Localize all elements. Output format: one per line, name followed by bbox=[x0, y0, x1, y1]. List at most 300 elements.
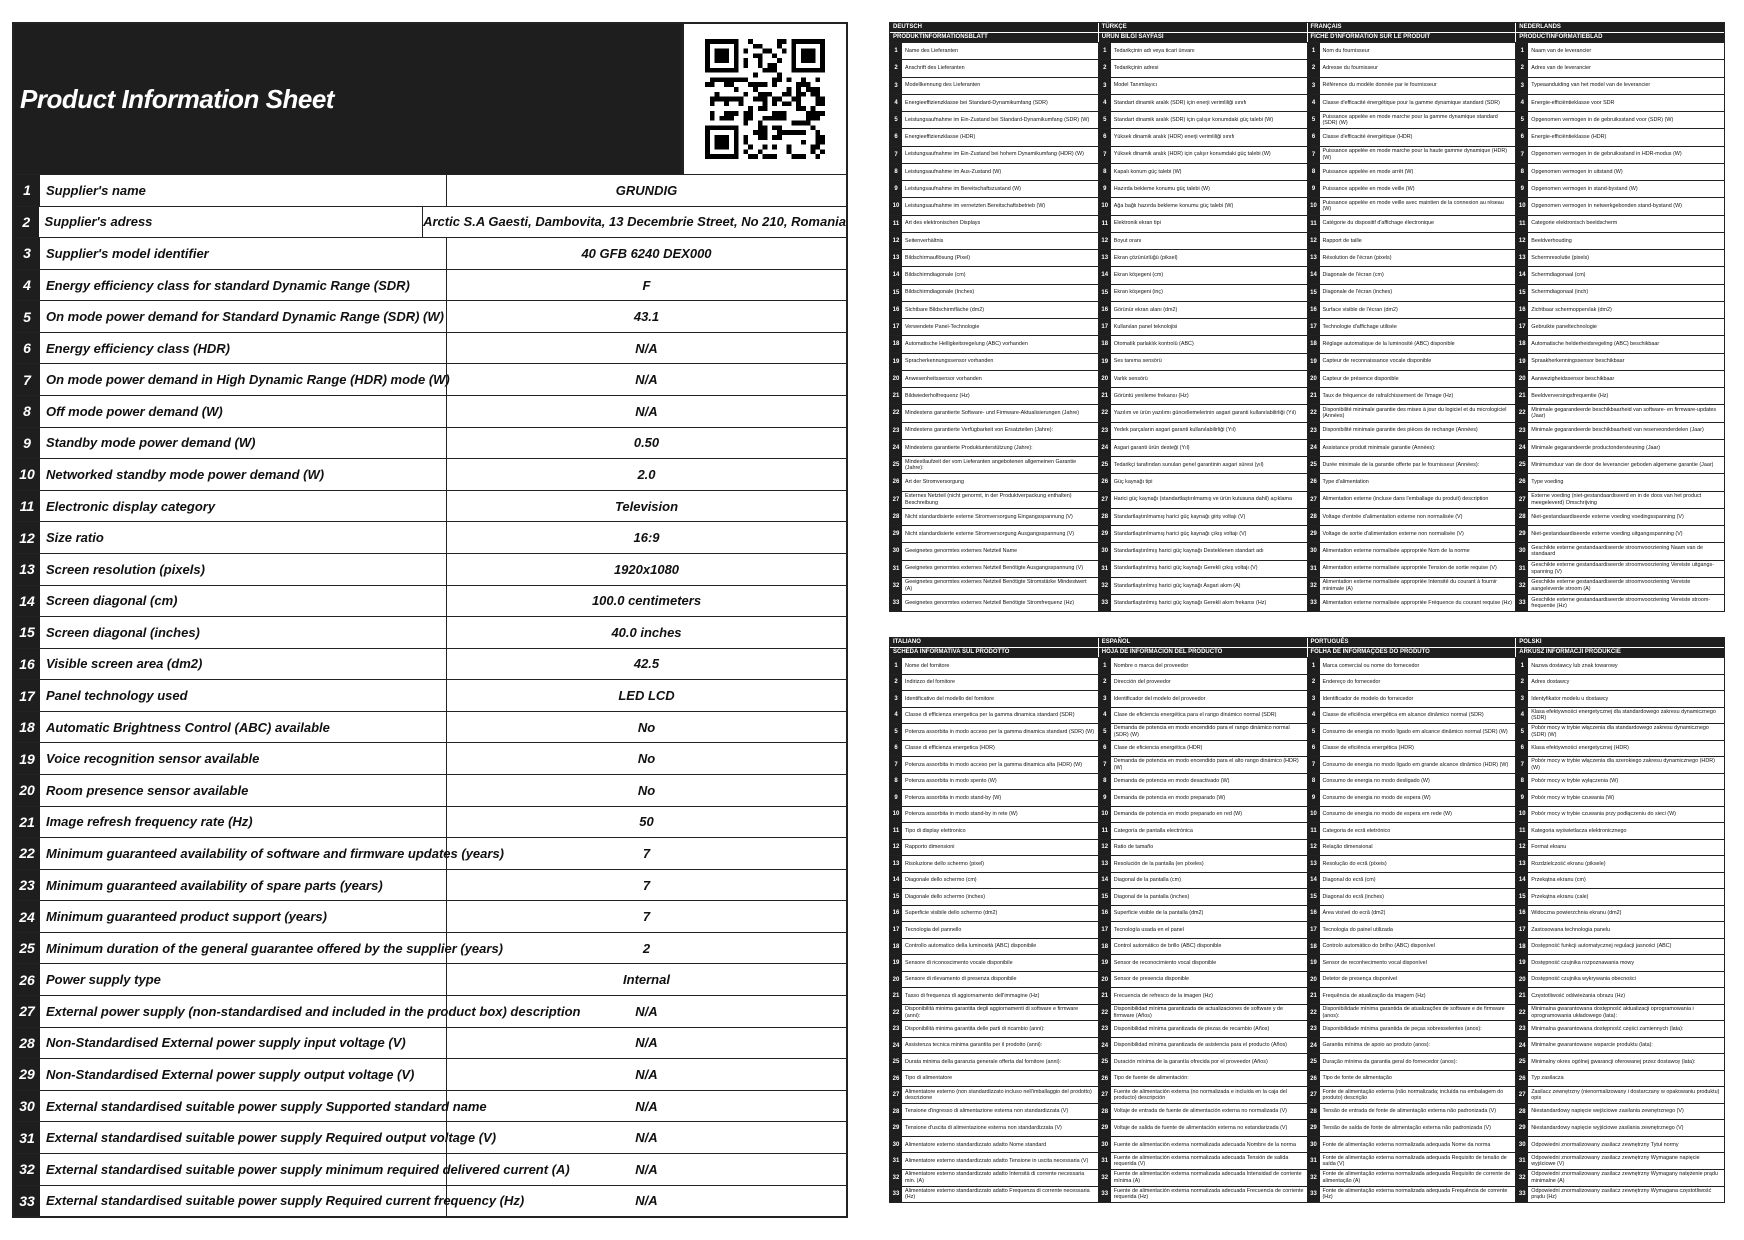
translation-cell bbox=[1099, 1005, 1308, 1021]
row-number: 7 bbox=[1099, 757, 1111, 773]
translated-label: Puissance appelée en mode veille avec maintien de la connexion au réseau (W) bbox=[1322, 199, 1504, 213]
row-number: 10 bbox=[1099, 807, 1111, 823]
translated-label: Identificador del modelo del proveedor bbox=[1113, 695, 1206, 702]
translation-row bbox=[890, 1037, 1724, 1054]
translated-label: Assistance produit minimale garantie (Années): bbox=[1322, 444, 1436, 451]
translation-cell bbox=[1099, 988, 1308, 1004]
translation-cell bbox=[890, 509, 1099, 525]
translation-cell bbox=[890, 561, 1099, 577]
translation-cell bbox=[1516, 939, 1724, 955]
row-number: 13 bbox=[1099, 856, 1111, 872]
translated-label: Durée minimale de la garantie offerte par le fournisseur (Années): bbox=[1322, 461, 1480, 468]
row-number: 30 bbox=[890, 543, 902, 559]
translated-label: Minimumduur van de door de leverancier geboden algemene garantie (Jaar) bbox=[1531, 461, 1714, 468]
row-number: 9 bbox=[890, 790, 902, 806]
translation-cell bbox=[1099, 198, 1308, 214]
translation-cell bbox=[1308, 457, 1517, 473]
row-number: 7 bbox=[890, 757, 902, 773]
sheet-row bbox=[14, 679, 846, 711]
translated-label: Surface visible de l'écran (dm2) bbox=[1322, 306, 1398, 313]
translated-label: Tensione d'uscita di alimentazione esterna non standardizzata (V) bbox=[905, 1124, 1062, 1131]
translation-cell bbox=[890, 741, 1099, 757]
row-number: 6 bbox=[1099, 741, 1111, 757]
translation-cell bbox=[1099, 285, 1308, 301]
row-number: 18 bbox=[890, 939, 902, 955]
translation-cell bbox=[890, 889, 1099, 905]
sheet-row bbox=[14, 932, 846, 964]
translated-label: Potenza assorbita in modo spento (W) bbox=[905, 778, 997, 785]
translated-label: Standartlaştırılmış harici güç kaynağı Desteklenen standart adı bbox=[1113, 548, 1264, 555]
translation-cell bbox=[890, 972, 1099, 988]
translation-cell bbox=[1516, 147, 1724, 163]
translation-cell bbox=[1516, 1104, 1724, 1120]
translated-label: Minimalny okres ogólnej gwarancji oferowanej przez dostawcę (lata): bbox=[1531, 1058, 1696, 1065]
row-number: 27 bbox=[14, 996, 40, 1027]
translation-cell bbox=[1308, 741, 1517, 757]
row-label: Screen diagonal (cm) bbox=[40, 586, 447, 617]
row-number: 14 bbox=[1516, 873, 1528, 889]
translation-cell bbox=[1308, 1054, 1517, 1070]
translation-cell bbox=[1516, 972, 1724, 988]
row-number: 30 bbox=[1308, 1137, 1320, 1153]
row-number: 26 bbox=[14, 964, 40, 995]
row-number: 32 bbox=[1308, 1170, 1320, 1186]
row-number: 8 bbox=[14, 396, 40, 427]
translation-cell bbox=[890, 250, 1099, 266]
translation-row bbox=[890, 1186, 1724, 1203]
translation-cell bbox=[1516, 405, 1724, 421]
translated-label: Opgenomen vermogen in netwerkgebonden stand-bystand (W) bbox=[1531, 203, 1682, 210]
translated-label: Consumo de energia no modo de espera (W) bbox=[1322, 794, 1431, 801]
translation-cell bbox=[1516, 757, 1724, 773]
row-number: 2 bbox=[1308, 60, 1320, 76]
translation-cell bbox=[890, 112, 1099, 128]
row-number: 11 bbox=[1099, 216, 1111, 232]
translation-cell bbox=[1308, 856, 1517, 872]
translated-label: Energie-efficiëntieklasse voor SDR bbox=[1531, 99, 1615, 106]
translation-cell bbox=[1099, 774, 1308, 790]
translated-label: Adresse du fournisseur bbox=[1322, 65, 1378, 72]
qr-code-icon[interactable] bbox=[682, 24, 846, 174]
translation-cell bbox=[1099, 873, 1308, 889]
translated-label: Niestandardowy napięcie wyjściowe zasilania zewnętrznego (V) bbox=[1531, 1124, 1684, 1131]
row-number: 10 bbox=[1099, 198, 1111, 214]
row-number: 2 bbox=[890, 60, 902, 76]
row-number: 20 bbox=[1516, 972, 1528, 988]
translated-label: Sichtbare Bildschirmfläche (dm2) bbox=[905, 306, 985, 313]
row-number: 29 bbox=[890, 1120, 902, 1136]
translated-label: Spracherkennungssensor vorhanden bbox=[905, 358, 994, 365]
sheet-row bbox=[14, 427, 846, 459]
row-label: Electronic display category bbox=[40, 491, 447, 522]
row-label: Screen diagonal (inches) bbox=[40, 617, 447, 648]
translation-row bbox=[890, 59, 1724, 76]
translated-label: Opgenomen vermogen in de gebruiksstand in HDR-modus (W) bbox=[1531, 151, 1682, 158]
row-value: Television bbox=[614, 498, 679, 514]
translation-cell bbox=[890, 181, 1099, 197]
translation-cell bbox=[1516, 181, 1724, 197]
product-information-sheet bbox=[12, 22, 848, 1218]
translation-cell bbox=[1516, 807, 1724, 823]
translation-cell bbox=[1099, 675, 1308, 691]
translation-cell bbox=[1308, 922, 1517, 938]
row-number: 24 bbox=[1308, 1038, 1320, 1054]
translation-row bbox=[890, 146, 1724, 163]
translation-cell bbox=[1099, 112, 1308, 128]
translation-cell bbox=[1308, 807, 1517, 823]
translated-label: Type d'alimentation bbox=[1322, 479, 1369, 486]
translation-cell bbox=[1099, 457, 1308, 473]
translation-cell bbox=[1099, 939, 1308, 955]
translation-cell bbox=[890, 492, 1099, 508]
translated-label: Rozdzielczość ekranu (piksele) bbox=[1531, 860, 1606, 867]
translation-cell bbox=[890, 267, 1099, 283]
row-number: 29 bbox=[1308, 1120, 1320, 1136]
translated-label: Classe di efficienza energetica per la gamma dinamica standard (SDR) bbox=[905, 712, 1075, 719]
row-number: 32 bbox=[890, 578, 902, 594]
sheet-subtitle: FICHE D'INFORMATION SUR LE PRODUIT bbox=[1308, 33, 1517, 42]
row-number: 12 bbox=[1308, 233, 1320, 249]
translated-label: Classe de eficiência energética (HDR) bbox=[1322, 745, 1414, 752]
translation-row bbox=[890, 77, 1724, 94]
translated-label: Nicht standardisierte externe Stromversorgung Eingangsspannung (V) bbox=[905, 513, 1073, 520]
translation-cell bbox=[1099, 129, 1308, 145]
translation-cell bbox=[1516, 1153, 1724, 1169]
row-number: 31 bbox=[1308, 1153, 1320, 1169]
translation-cell bbox=[1516, 78, 1724, 94]
translation-cell bbox=[1516, 889, 1724, 905]
row-number: 5 bbox=[1308, 724, 1320, 740]
row-number: 20 bbox=[1308, 371, 1320, 387]
row-number: 6 bbox=[1308, 741, 1320, 757]
translated-label: Typ zasilacza bbox=[1531, 1075, 1564, 1082]
row-number: 27 bbox=[890, 1087, 902, 1103]
translated-label: Yüksek dinamik aralık (HDR) enerji verimliliği sınıfı bbox=[1113, 134, 1235, 141]
translation-cell bbox=[1516, 790, 1724, 806]
translated-label: Model Tanımlayıcı bbox=[1113, 82, 1158, 89]
translation-cell bbox=[890, 774, 1099, 790]
row-number: 4 bbox=[14, 270, 40, 301]
translated-label: Tecnologia do painel utilizada bbox=[1322, 926, 1393, 933]
translated-label: Diagonal de la pantalla (inches) bbox=[1113, 893, 1190, 900]
translation-cell bbox=[1099, 972, 1308, 988]
translation-cell bbox=[1099, 1187, 1308, 1203]
translation-cell bbox=[1516, 285, 1724, 301]
translation-cell bbox=[890, 129, 1099, 145]
row-number: 23 bbox=[14, 870, 40, 901]
translation-cell bbox=[1516, 658, 1724, 674]
row-number: 12 bbox=[14, 522, 40, 553]
translated-label: Fonte de alimentação externa (não normalizada; incluída na embalagem do produto) descrição bbox=[1322, 1088, 1504, 1102]
translation-cell bbox=[1099, 474, 1308, 490]
row-value: 2.0 bbox=[637, 466, 656, 482]
translation-cell bbox=[1099, 60, 1308, 76]
translation-row bbox=[890, 111, 1724, 128]
translated-label: Verwendete Panel-Technologie bbox=[905, 323, 980, 330]
translated-label: Geeignetes genormtes externes Netzteil Benötigte Ausgangsspannung (V) bbox=[905, 565, 1084, 572]
row-number: 29 bbox=[1516, 1120, 1528, 1136]
translation-cell bbox=[1099, 906, 1308, 922]
row-number: 3 bbox=[1308, 691, 1320, 707]
translation-row bbox=[890, 1136, 1724, 1153]
translation-cell bbox=[890, 1104, 1099, 1120]
row-number: 9 bbox=[1099, 181, 1111, 197]
row-number: 12 bbox=[1308, 840, 1320, 856]
translated-label: Görünür ekran alanı (dm2) bbox=[1113, 306, 1178, 313]
translation-cell bbox=[1099, 807, 1308, 823]
translated-label: Adres van de leverancier bbox=[1531, 65, 1591, 72]
translated-label: Beeldverhouding bbox=[1531, 237, 1572, 244]
translation-cell bbox=[890, 543, 1099, 559]
translation-cell bbox=[1516, 578, 1724, 594]
translation-cell bbox=[1099, 526, 1308, 542]
translated-label: Diagonal do ecrã (inches) bbox=[1322, 893, 1384, 900]
row-value: 43.1 bbox=[633, 309, 660, 325]
translation-cell bbox=[1308, 371, 1517, 387]
translated-label: Nazwa dostawcy lub znak towarowy bbox=[1531, 662, 1618, 669]
translation-cell bbox=[1516, 267, 1724, 283]
row-number: 30 bbox=[1099, 1137, 1111, 1153]
row-number: 17 bbox=[1308, 922, 1320, 938]
translated-label: Diagonale de l'écran (inches) bbox=[1322, 289, 1393, 296]
translation-cell bbox=[1099, 492, 1308, 508]
row-number: 28 bbox=[1308, 1104, 1320, 1120]
translation-cell bbox=[1308, 1021, 1517, 1037]
sheet-row bbox=[14, 553, 846, 585]
translation-cell bbox=[1516, 336, 1724, 352]
translated-label: Standartlaştırılmış harici güç kaynağı Gerekli akım frekansı (Hz) bbox=[1113, 599, 1267, 606]
translation-cell bbox=[1099, 1038, 1308, 1054]
row-number: 33 bbox=[14, 1186, 40, 1217]
translation-cell bbox=[1099, 1087, 1308, 1103]
translation-cell bbox=[1308, 129, 1517, 145]
translation-cell bbox=[1308, 319, 1517, 335]
row-number: 11 bbox=[1308, 216, 1320, 232]
translation-cell bbox=[890, 578, 1099, 594]
sheet-row bbox=[14, 395, 846, 427]
row-number: 3 bbox=[1099, 78, 1111, 94]
translation-cell bbox=[1308, 1153, 1517, 1169]
translated-label: Leistungsaufnahme im Aus-Zustand (W) bbox=[905, 168, 1002, 175]
translated-label: Modellkennung des Lieferanten bbox=[905, 82, 981, 89]
translation-cell bbox=[1099, 440, 1308, 456]
translation-cell bbox=[1308, 302, 1517, 318]
translation-cell bbox=[1516, 840, 1724, 856]
row-number: 3 bbox=[14, 238, 40, 269]
translation-row bbox=[890, 1004, 1724, 1021]
translation-cell bbox=[1099, 741, 1308, 757]
translation-row bbox=[890, 404, 1724, 421]
translation-cell bbox=[1099, 164, 1308, 180]
translated-label: Disponibilidade mínima garantida de atualizações de software e de firmware (anos): bbox=[1322, 1006, 1505, 1019]
row-number: 2 bbox=[890, 675, 902, 691]
translation-cell bbox=[1516, 675, 1724, 691]
row-number: 29 bbox=[1099, 1120, 1111, 1136]
translation-cell bbox=[1099, 302, 1308, 318]
translated-label: Disponibilidade mínima garantida de peças sobresselentes (anos): bbox=[1322, 1025, 1482, 1032]
row-number: 12 bbox=[1099, 840, 1111, 856]
row-number: 10 bbox=[1516, 807, 1528, 823]
translated-label: Tecnología usada en el panel bbox=[1113, 926, 1184, 933]
row-label: Minimum duration of the general guarantee offered by the supplier (years) bbox=[40, 933, 447, 964]
row-number: 23 bbox=[1308, 423, 1320, 439]
translation-row bbox=[890, 855, 1724, 872]
translated-label: Detetor de presença disponível bbox=[1322, 976, 1398, 983]
row-value: N/A bbox=[635, 340, 658, 356]
translated-label: Résolution de l'écran (pixels) bbox=[1322, 254, 1392, 261]
translation-cell bbox=[890, 807, 1099, 823]
translated-label: Risoluzione dello schermo (pixel) bbox=[905, 860, 985, 867]
row-number: 27 bbox=[1308, 492, 1320, 508]
translation-cell bbox=[1516, 691, 1724, 707]
row-number: 13 bbox=[1308, 856, 1320, 872]
translated-label: Potenza assorbita in modo stand-by in rete (W) bbox=[905, 811, 1018, 818]
row-number: 28 bbox=[890, 1104, 902, 1120]
translation-cell bbox=[1516, 1187, 1724, 1203]
row-number: 21 bbox=[1099, 988, 1111, 1004]
translated-label: Automatische helderheidsregeling (ABC) beschikbaar bbox=[1531, 341, 1660, 348]
translated-label: Standart dinamik aralık (SDR) için çalışır konumdaki güç talebi (W) bbox=[1113, 116, 1274, 123]
translated-label: Alimentation externe normalisée appropriée Fréquence du courant requise (Hz) bbox=[1322, 599, 1512, 606]
translation-cell bbox=[890, 823, 1099, 839]
translated-label: Resolución de la pantalla (en píxeles) bbox=[1113, 860, 1204, 867]
translation-cell bbox=[1516, 492, 1724, 508]
sheet-row bbox=[14, 1185, 846, 1217]
row-number: 12 bbox=[1516, 840, 1528, 856]
translation-cell bbox=[890, 708, 1099, 724]
row-number: 3 bbox=[1516, 691, 1528, 707]
translation-cell bbox=[1516, 543, 1724, 559]
translation-cell bbox=[890, 1021, 1099, 1037]
translation-cell bbox=[1099, 181, 1308, 197]
translated-label: Durata minima della garanzia generale offerta dal fornitore (anni): bbox=[905, 1058, 1062, 1065]
translated-label: Görüntü yenileme frekansı (Hz) bbox=[1113, 392, 1189, 399]
translated-label: Format ekranu bbox=[1531, 844, 1567, 851]
translation-cell bbox=[1516, 164, 1724, 180]
row-number: 22 bbox=[1516, 1005, 1528, 1021]
translation-cell bbox=[1516, 1054, 1724, 1070]
row-number: 23 bbox=[1516, 1021, 1528, 1037]
translation-row bbox=[890, 353, 1724, 370]
translated-label: Standartlaştırılmış harici güç kaynağı Asgari akım (A) bbox=[1113, 582, 1241, 589]
translation-cell bbox=[1099, 856, 1308, 872]
row-number: 3 bbox=[890, 691, 902, 707]
row-number: 7 bbox=[1099, 147, 1111, 163]
translation-cell bbox=[890, 336, 1099, 352]
translated-label: Disponibilità minima garantita delle parti di ricambio (anni): bbox=[905, 1025, 1045, 1032]
translated-label: Asgari garanti ürün desteği (Yıl) bbox=[1113, 444, 1190, 451]
translated-label: Externe voeding (niet-gestandaardiseerd en in de doos van het product meegeleverd) Omschrijving bbox=[1531, 493, 1702, 506]
translated-label: Przekątna ekranu (cm) bbox=[1531, 877, 1586, 884]
row-number: 5 bbox=[1099, 112, 1111, 128]
translated-label: Mindestens garantierte Verfügbarkeit von Ersatzteilen (Jahre): bbox=[905, 427, 1054, 434]
translation-cell bbox=[1099, 354, 1308, 370]
translated-label: Pobór mocy w trybie włączenia dla szerokiego zakresu dynamicznego (HDR) (W) bbox=[1531, 758, 1715, 771]
translated-label: Voltage d'entrée d'alimentation externe non normalisée (V) bbox=[1322, 513, 1463, 520]
row-value: GRUNDIG bbox=[615, 182, 678, 198]
row-number: 22 bbox=[1516, 405, 1528, 421]
row-number: 32 bbox=[14, 1154, 40, 1185]
sheet-row bbox=[14, 1027, 846, 1059]
row-number: 3 bbox=[1516, 78, 1528, 94]
translated-label: Dostępność czujnika wykrywania obecności bbox=[1531, 976, 1636, 983]
translation-cell bbox=[1516, 856, 1724, 872]
row-number: 26 bbox=[1516, 474, 1528, 490]
translation-row bbox=[890, 707, 1724, 724]
translated-label: Widoczna powierzchnia ekranu (dm2) bbox=[1531, 910, 1622, 917]
translation-cell bbox=[890, 1120, 1099, 1136]
row-number: 22 bbox=[890, 405, 902, 421]
row-number: 30 bbox=[1516, 543, 1528, 559]
translated-label: Diagonal do ecrã (cm) bbox=[1322, 877, 1376, 884]
translated-label: Sensor de presencia disponible bbox=[1113, 976, 1189, 983]
language-label: TÜRKÇE bbox=[1099, 23, 1308, 32]
row-number: 25 bbox=[1308, 1054, 1320, 1070]
translation-cell bbox=[1308, 1071, 1517, 1087]
row-number: 8 bbox=[890, 774, 902, 790]
translated-label: Categorie elektronisch beeldscherm bbox=[1531, 220, 1618, 227]
translation-row bbox=[890, 822, 1724, 839]
row-number: 10 bbox=[14, 459, 40, 490]
translation-cell bbox=[1308, 267, 1517, 283]
row-number: 21 bbox=[890, 988, 902, 1004]
translation-cell bbox=[1099, 78, 1308, 94]
translated-label: Capteur de présence disponible bbox=[1322, 375, 1399, 382]
row-number: 15 bbox=[1308, 285, 1320, 301]
translated-label: Art der Stromversorgung bbox=[905, 479, 965, 486]
translation-row bbox=[890, 690, 1724, 707]
row-number: 22 bbox=[1099, 1005, 1111, 1021]
translated-label: Puissance appelée en mode marche pour la gamme dynamique standard (SDR) (W) bbox=[1322, 113, 1498, 127]
row-number: 1 bbox=[1308, 658, 1320, 674]
row-number: 17 bbox=[1099, 319, 1111, 335]
row-number: 8 bbox=[1516, 774, 1528, 790]
sheet-row bbox=[14, 237, 846, 269]
row-number: 4 bbox=[890, 95, 902, 111]
row-number: 26 bbox=[890, 474, 902, 490]
row-number: 31 bbox=[890, 561, 902, 577]
translated-label: Opgenomen vermogen in uitstand (W) bbox=[1531, 168, 1623, 175]
translation-cell bbox=[1308, 1170, 1517, 1186]
translated-label: Identyfikator modelu u dostawcy bbox=[1531, 695, 1609, 702]
translation-row bbox=[890, 1086, 1724, 1103]
translation-cell bbox=[1308, 724, 1517, 740]
translation-cell bbox=[1099, 1071, 1308, 1087]
translated-label: Zichtbaar schermoppervlak (dm2) bbox=[1531, 306, 1612, 313]
translation-cell bbox=[1516, 526, 1724, 542]
row-number: 5 bbox=[890, 112, 902, 128]
language-label: PORTUGUÊS bbox=[1308, 638, 1517, 647]
sheet-title: Product Information Sheet bbox=[14, 24, 682, 174]
row-number: 16 bbox=[1308, 302, 1320, 318]
translation-cell bbox=[1516, 95, 1724, 111]
row-number: 19 bbox=[1308, 955, 1320, 971]
row-number: 23 bbox=[890, 423, 902, 439]
translation-cell bbox=[890, 906, 1099, 922]
translated-label: Alimentation externe normalisée appropriée Intensité du courant à fournir minimale (A) bbox=[1322, 579, 1497, 592]
row-number: 27 bbox=[1516, 1087, 1528, 1103]
translated-label: Catégorie du dispositif d'affichage électronique bbox=[1322, 220, 1435, 227]
translated-label: Disponibilidad mínima garantizada de asistencia para el producto (Años) bbox=[1113, 1042, 1287, 1049]
translation-cell bbox=[1099, 823, 1308, 839]
translation-cell bbox=[1308, 1087, 1517, 1103]
translation-cell bbox=[1099, 543, 1308, 559]
row-number: 28 bbox=[890, 509, 902, 525]
sheet-row bbox=[14, 774, 846, 806]
translation-cell bbox=[1516, 216, 1724, 232]
translation-cell bbox=[1516, 1038, 1724, 1054]
translated-label: Control automático de brillo (ABC) disponible bbox=[1113, 943, 1222, 950]
